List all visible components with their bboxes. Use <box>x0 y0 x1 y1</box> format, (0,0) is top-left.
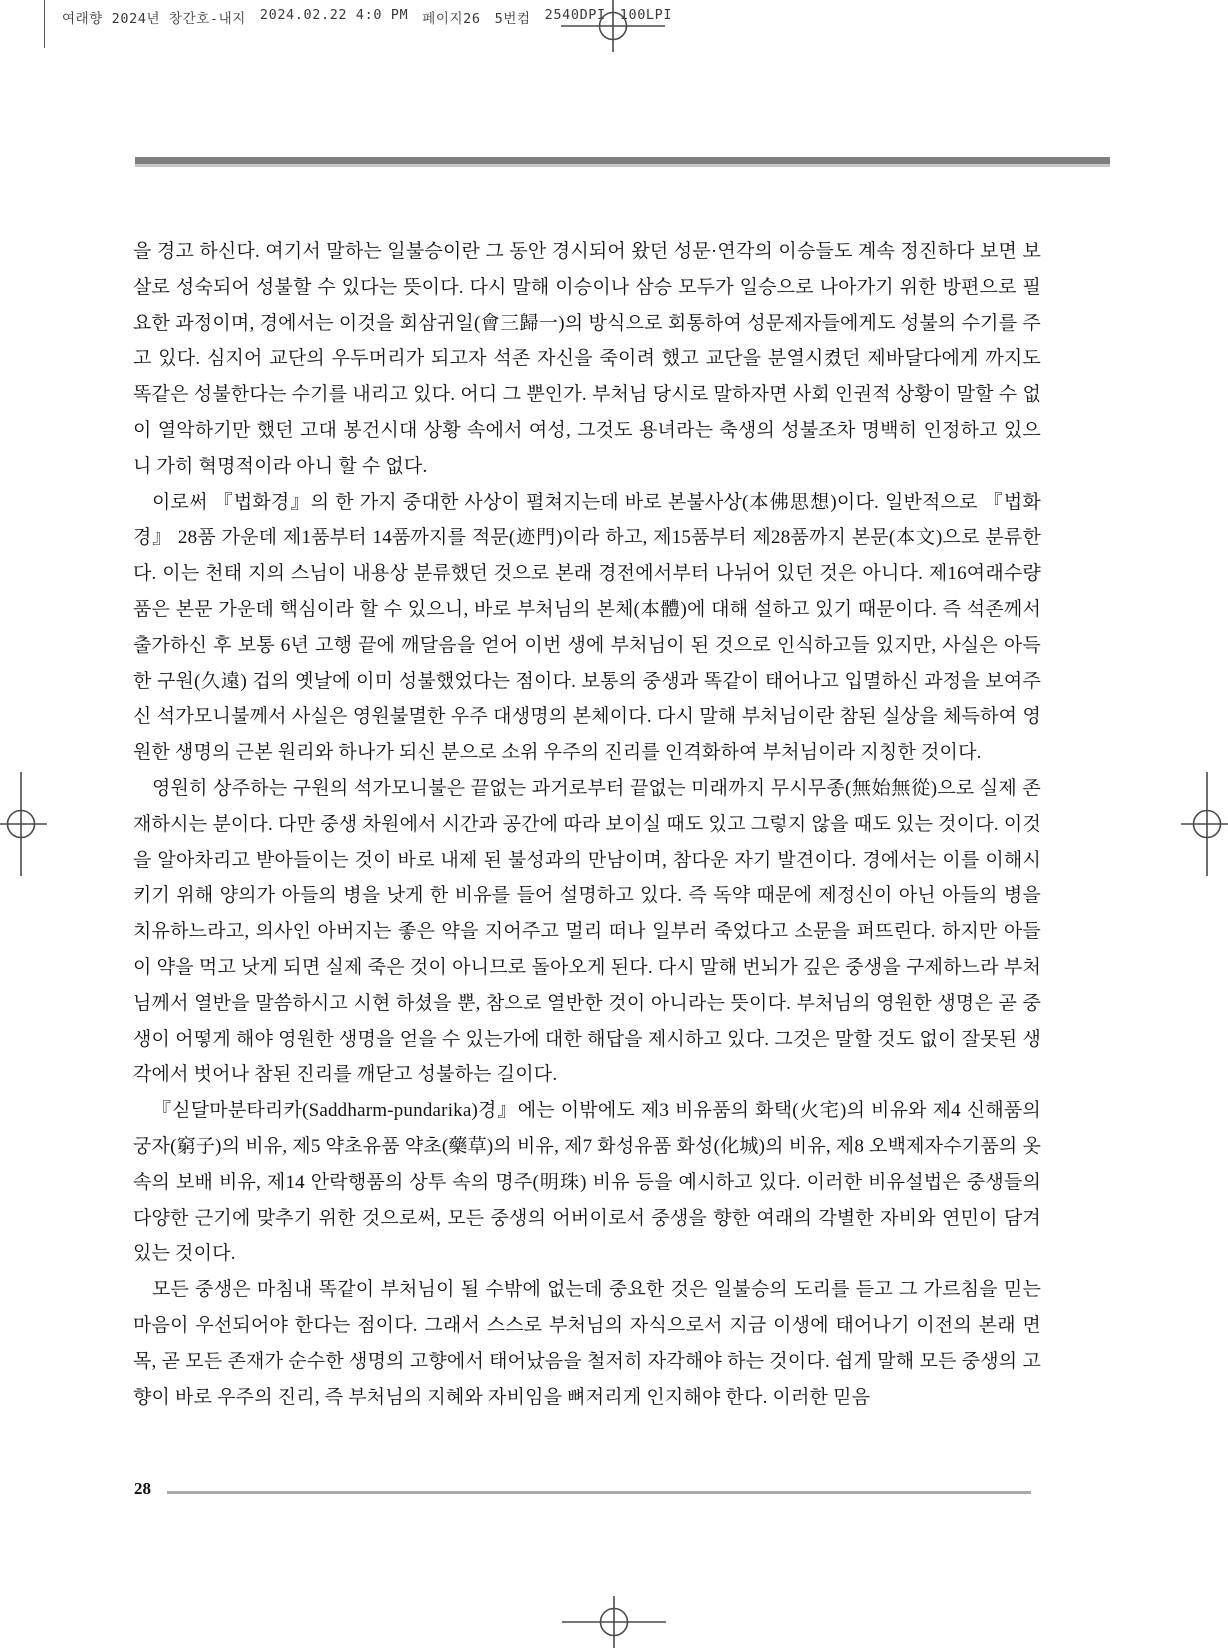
paragraph: 을 경고 하신다. 여기서 말하는 일불승이란 그 동안 경시되어 왔던 성문·연각의 이승들도 계속 정진하다 보면 보살로 성숙되어 성불할 수 있다는 뜻이다. 다시 말해 이승이나 삼승 모두가 일승으로 나아가기 위한 방편으로 필요한 과정이며, 경에서는 이것을 회삼귀일(會三歸一)의 방식으로 회통하여 성문제자들에게도 성불의 수기를 주고 있다. 심지어 교단의 우두머리가 되고자 석존 자신을 죽이려 했고 교단을 분열시켰던 제바달다에게 까지도 똑같은 성불한다는 수기를 내리고 있다. 어디 그 뿐인가. 부처님 당시로 말하자면 사회 인권적 상황이 말할 수 없이 열악하기만 했던 고대 봉건시대 상황 속에서 여성, 그것도 용녀라는 축생의 성불조차 명백히 인정하고 있으니 가히 혁명적이라 아니 할 수 없다. <box>133 241 1041 477</box>
registration-mark-top-icon <box>561 0 665 78</box>
registration-mark-left-icon <box>0 772 73 876</box>
paragraph: 영원히 상주하는 구원의 석가모니불은 끝없는 과거로부터 끝없는 미래까지 무시무종(無始無從)으로 실제 존재하시는 분이다. 다만 중생 차원에서 시간과 공간에 따라 보이실 때도 있고 그렇지 않을 때도 있는 것이다. 이것을 알아차리고 받아들이는 것이 바로 내제 된 불성과의 만남이며, 참다운 자기 발견이다. 경에서는 이를 이해시키기 위해 양의가 아들의 병을 낫게 한 비유를 들어 설명하고 있다. 즉 독약 때문에 제정신이 아닌 아들의 병을 치유하느라고, 의사인 아버지는 좋은 약을 지어주고 멀리 떠나 일부러 죽었다고 소문을 퍼뜨린다. 하지만 아들이 약을 먹고 낫게 되면 실제 죽은 것이 아니므로 돌아오게 된다. 다시 말해 번뇌가 깊은 중생을 구제하느라 부처님께서 열반을 말씀하시고 시현 하셨을 뿐, 참으로 열반한 것이 아니라는 뜻이다. 부처님의 영원한 생명은 곧 중생이 어떻게 해야 영원한 생명을 얻을 수 있는가에 대한 해답을 제시하고 있다. 그것은 말할 것도 없이 잘못된 생각에서 벗어나 참된 진리를 깨닫고 성불하는 길이다. <box>133 777 1041 1086</box>
print-header-machine-label: 5번컴 <box>494 11 531 27</box>
print-header-dpi-label: 2540DPI <box>544 7 606 23</box>
print-header-page-label: 페이지26 <box>422 11 481 27</box>
paragraph: 모든 중생은 마침내 똑같이 부처님이 될 수밖에 없는데 중요한 것은 일불승의 도리를 듣고 그 가르침을 믿는 마음이 우선되어야 한다는 점이다. 그래서 스스로 부처님의 자식으로서 지금 이생에 태어나기 이전의 본래 면목, 곧 모든 존재가 순수한 생명의 고향에서 태어났음을 철저히 자각해야 하는 것이다. 쉽게 말해 모든 중생의 고향이 바로 우주의 진리, 즉 부처님의 지혜와 자비임을 뼈저리게 인지해야 한다. 이러한 믿음 <box>133 1279 1041 1408</box>
footer-rule <box>167 1491 1031 1494</box>
paragraph: 이로써 『법화경』의 한 가지 중대한 사상이 펼쳐지는데 바로 본불사상(本佛思想)이다. 일반적으로 『법화경』 28품 가운데 제1품부터 14품까지를 적문(迹門)이라 하고, 제15품부터 제28품까지 본문(本文)으로 분류한다. 이는 천태 지의 스님이 내용상 분류했던 것으로 본래 경전에서부터 나뉘어 있던 것은 아니다. 제16여래수량품은 본문 가운데 핵심이라 할 수 있으니, 바로 부처님의 본체(本體)에 대해 설하고 있기 때문이다. 즉 석존께서 출가하신 후 보통 6년 고행 끝에 깨달음을 얻어 이번 생에 부처님이 된 것으로 인식하고들 있지만, 사실은 아득한 구원(久遠) 겁의 옛날에 이미 성불했었다는 점이다. 보통의 중생과 똑같이 태어나고 입멸하신 과정을 보여주신 석가모니불께서 사실은 영원불멸한 우주 대생명의 본체이다. 다시 말해 부처님이란 참된 실상을 체득하여 영원한 생명의 근본 원리와 하나가 되신 분으로 소위 우주의 진리를 인격화하여 부처님이라 지칭한 것이다. <box>133 491 1041 764</box>
registration-mark-right-icon <box>1155 772 1228 876</box>
paragraph: 『싣달마분타리카(Saddharm-pundarika)경』에는 이밖에도 제3 비유품의 화택(火宅)의 비유와 제4 신해품의 궁자(窮子)의 비유, 제5 약초유품 약초(藥草)의 비유, 제7 화성유품 화성(化城)의 비유, 제8 오백제자수기품의 옷 속의 보배 비유, 제14 안락행품의 상투 속의 명주(明珠) 비유 등을 예시하고 있다. 이러한 비유설법은 중생들의 다양한 근기에 맞추기 위한 것으로써, 모든 중생의 어버이로서 중생을 향한 여래의 각별한 자비와 연민이 담겨 있는 것이다. <box>133 1100 1041 1265</box>
registration-mark-bottom-icon <box>562 1570 666 1648</box>
body-text <box>133 234 1041 1415</box>
section-divider-bar <box>135 157 1110 167</box>
print-header-datetime: 2024.02.22 4:0 PM <box>259 7 409 23</box>
page-number: 28 <box>134 1479 151 1498</box>
print-header-lpi-label: 100LPI <box>619 7 673 23</box>
trim-mark-icon <box>44 0 45 48</box>
print-header-title: 여래향 2024년 창간호-내지 <box>62 11 246 27</box>
